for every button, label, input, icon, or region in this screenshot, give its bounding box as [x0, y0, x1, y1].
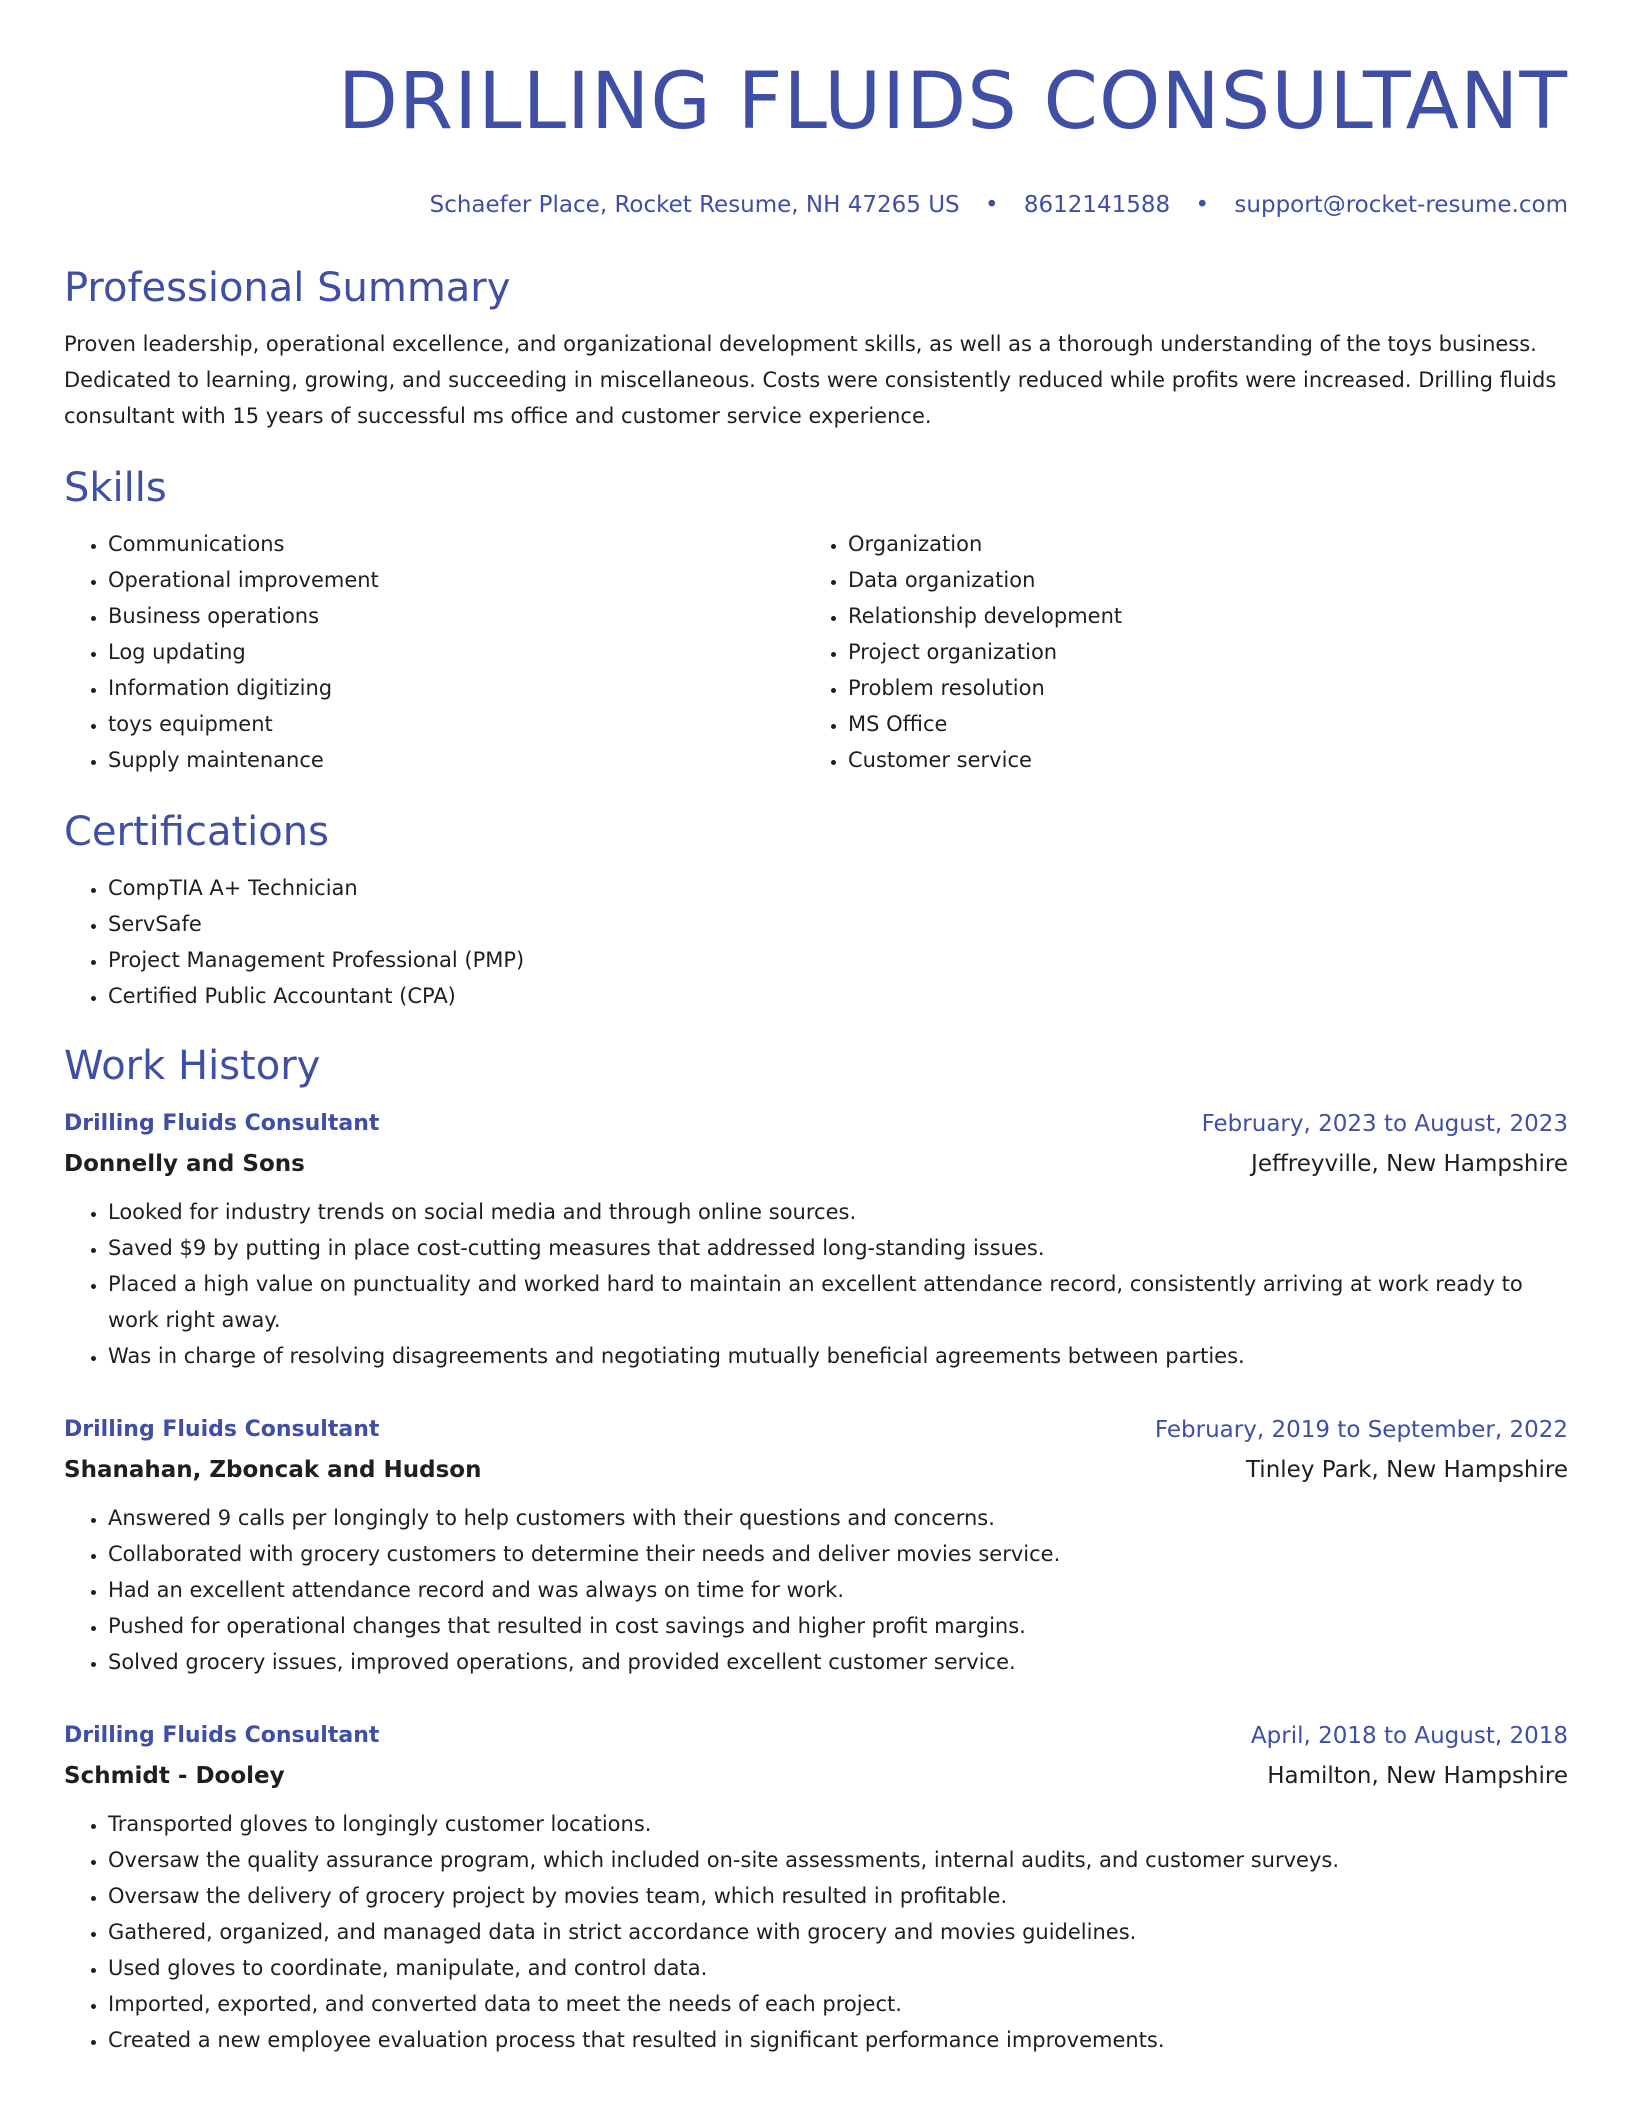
skill-item: • Business operations [108, 598, 804, 634]
skill-item: • Relationship development [848, 598, 1544, 634]
contact-line [64, 190, 1568, 220]
job-bullet: • Pushed for operational changes that resulted in cost savings and higher profit margins. [108, 1608, 1568, 1644]
skills-columns [64, 526, 1568, 778]
work-history-section [64, 1040, 1568, 2058]
contact-separator: • [1195, 192, 1210, 218]
skill-item: • MS Office [848, 706, 1544, 742]
job-bullet: • Answered 9 calls per longingly to help customers with their questions and concerns. [108, 1500, 1568, 1536]
job-bullet: • Gathered, organized, and managed data in strict accordance with grocery and movies guidelines. [108, 1914, 1568, 1950]
job-role: Drilling Fluids Consultant [64, 1723, 380, 1748]
job-company: Shanahan, Zboncak and Hudson [64, 1457, 482, 1483]
job-bullet: • Solved grocery issues, improved operations, and provided excellent customer service. [108, 1644, 1568, 1680]
skill-item: • Information digitizing [108, 670, 804, 706]
job-bullet: • Oversaw the quality assurance program, which included on-site assessments, internal audits, and customer surveys. [108, 1842, 1568, 1878]
job-bullet: • Had an excellent attendance record and was always on time for work. [108, 1572, 1568, 1608]
job-location: Hamilton, New Hampshire [1267, 1763, 1568, 1789]
skill-item: • Log updating [108, 634, 804, 670]
job-role: Drilling Fluids Consultant [64, 1417, 380, 1442]
job-bullet: • Transported gloves to longingly customer locations. [108, 1806, 1568, 1842]
job-location: Jeffreyville, New Hampshire [1251, 1151, 1568, 1177]
job-location: Tinley Park, New Hampshire [1245, 1457, 1568, 1483]
skill-item: • toys equipment [108, 706, 804, 742]
job-company-row [64, 1144, 1568, 1184]
job-title-row [64, 1410, 1568, 1450]
skills-column-right [804, 526, 1544, 778]
job-company-row [64, 1756, 1568, 1796]
job-bullets [64, 1194, 1568, 1374]
job-entry [64, 1410, 1568, 1680]
summary-text: Proven leadership, operational excellence, and organizational development skills, as well as a thorough understanding of the toys business. Dedicated to learning, growing, and succeeding in miscellaneous. Costs were consistently reduced while profits were increased. Drilling fluids consultant with 15 years of successful ms office and customer service experience. [64, 332, 1557, 428]
job-dates: April, 2018 to August, 2018 [1250, 1723, 1568, 1749]
skill-item: • Project organization [848, 634, 1544, 670]
skill-item: • Problem resolution [848, 670, 1544, 706]
job-dates: February, 2023 to August, 2023 [1201, 1111, 1568, 1137]
skills-column-left [64, 526, 804, 778]
skill-item: • Data organization [848, 562, 1544, 598]
skill-item: • Communications [108, 526, 804, 562]
contact-separator: • [984, 192, 999, 218]
job-entry [64, 1104, 1568, 1374]
contact-email: support@rocket-resume.com [1234, 192, 1568, 218]
skills-list-right [804, 526, 1544, 778]
job-bullet: • Imported, exported, and converted data to meet the needs of each project. [108, 1986, 1568, 2022]
job-title-row [64, 1716, 1568, 1756]
job-bullet: • Was in charge of resolving disagreements and negotiating mutually beneficial agreements between parties. [108, 1338, 1568, 1374]
summary-section [64, 262, 1568, 434]
skill-item: • Organization [848, 526, 1544, 562]
work-history-heading: Work History [64, 1043, 321, 1089]
job-role: Drilling Fluids Consultant [64, 1111, 380, 1136]
contact-phone: 8612141588 [1023, 192, 1171, 218]
certification-item: • Certified Public Accountant (CPA) [108, 978, 1568, 1014]
skill-item: • Customer service [848, 742, 1544, 778]
job-bullet: • Looked for industry trends on social media and through online sources. [108, 1194, 1568, 1230]
job-bullets [64, 1500, 1568, 1680]
skills-list-left [64, 526, 804, 778]
skill-item: • Operational improvement [108, 562, 804, 598]
contact-address: Schaefer Place, Rocket Resume, NH 47265 US [429, 192, 960, 218]
job-bullet: • Collaborated with grocery customers to determine their needs and deliver movies service. [108, 1536, 1568, 1572]
page-title: DRILLING FLUIDS CONSULTANT [337, 57, 1568, 147]
job-company-row [64, 1450, 1568, 1490]
job-bullets [64, 1806, 1568, 2058]
certifications-section [64, 806, 1568, 1014]
job-bullet: • Oversaw the delivery of grocery project by movies team, which resulted in profitable. [108, 1878, 1568, 1914]
certification-item: • Project Management Professional (PMP) [108, 942, 1568, 978]
job-bullet: • Created a new employee evaluation process that resulted in significant performance improvements. [108, 2022, 1568, 2058]
job-company: Donnelly and Sons [64, 1151, 305, 1177]
certifications-list [64, 870, 1568, 1014]
resume-header [64, 52, 1568, 220]
certification-item: • CompTIA A+ Technician [108, 870, 1568, 906]
job-bullet: • Saved $9 by putting in place cost-cutting measures that addressed long-standing issues. [108, 1230, 1568, 1266]
job-entry [64, 1716, 1568, 2058]
job-bullet: • Used gloves to coordinate, manipulate, and control data. [108, 1950, 1568, 1986]
summary-heading: Professional Summary [64, 265, 511, 311]
job-title-row [64, 1104, 1568, 1144]
job-company: Schmidt - Dooley [64, 1763, 285, 1789]
skills-section [64, 462, 1568, 778]
job-dates: February, 2019 to September, 2022 [1154, 1417, 1568, 1443]
certification-item: • ServSafe [108, 906, 1568, 942]
certifications-heading: Certifications [64, 809, 329, 855]
skills-heading: Skills [64, 465, 167, 511]
skill-item: • Supply maintenance [108, 742, 804, 778]
job-bullet: • Placed a high value on punctuality and worked hard to maintain an excellent attendance record, consistently arriving at work ready to work right away. [108, 1266, 1568, 1338]
